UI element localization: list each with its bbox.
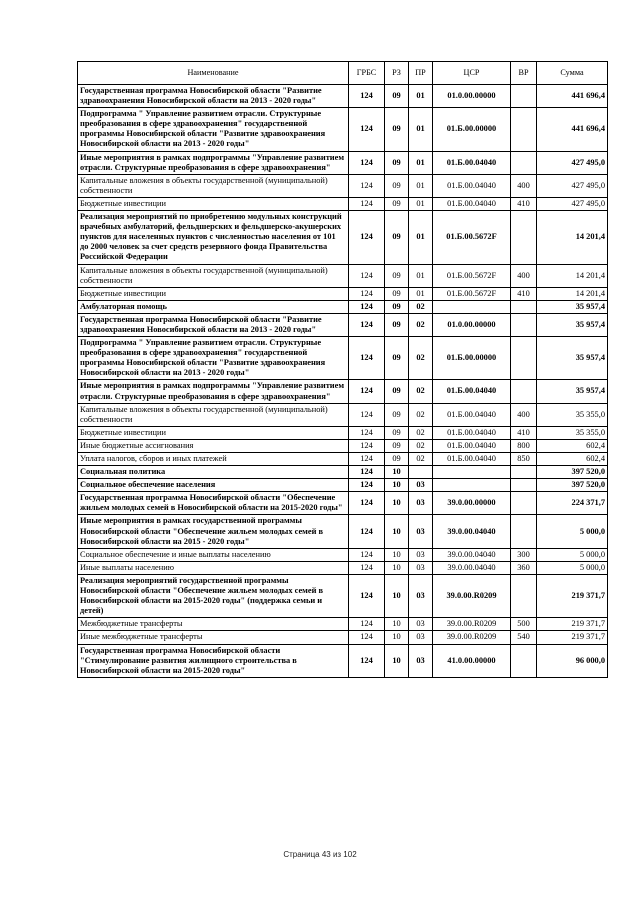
cell-pr: 01 xyxy=(409,211,433,264)
cell-name: Амбулаторная помощь xyxy=(78,300,349,313)
cell-pr: 01 xyxy=(409,287,433,300)
cell-vr xyxy=(511,108,537,151)
cell-rz: 09 xyxy=(385,85,409,108)
cell-pr: 03 xyxy=(409,631,433,644)
cell-name: Государственная программа Новосибирской области "Стимулирование развития жилищного строительства в Новосибирской области на 2015-2020 годы" xyxy=(78,644,349,677)
cell-grbs: 124 xyxy=(349,492,385,515)
cell-csr: 01.Б.00.04040 xyxy=(433,453,511,466)
cell-vr: 410 xyxy=(511,287,537,300)
cell-rz: 09 xyxy=(385,426,409,439)
cell-grbs: 124 xyxy=(349,453,385,466)
cell-sum: 35 957,4 xyxy=(537,380,608,403)
cell-vr: 410 xyxy=(511,426,537,439)
cell-csr: 01.0.00.00000 xyxy=(433,313,511,336)
cell-csr: 01.0.00.00000 xyxy=(433,85,511,108)
cell-pr: 02 xyxy=(409,380,433,403)
cell-vr: 400 xyxy=(511,403,537,426)
table-row xyxy=(78,574,608,617)
table-row xyxy=(78,548,608,561)
cell-vr xyxy=(511,151,537,174)
table-row xyxy=(78,174,608,197)
cell-pr: 01 xyxy=(409,151,433,174)
cell-name: Иные межбюджетные трансферты xyxy=(78,631,349,644)
cell-rz: 09 xyxy=(385,337,409,380)
header-grbs: ГРБС xyxy=(349,62,385,85)
cell-name: Иные мероприятия в рамках государственной программы Новосибирской области "Обеспечение жильем молодых семей в Новосибирской области на 2015 - 2020 годы" xyxy=(78,515,349,548)
cell-sum: 14 201,4 xyxy=(537,264,608,287)
cell-grbs: 124 xyxy=(349,466,385,479)
cell-rz: 10 xyxy=(385,466,409,479)
table-row xyxy=(78,561,608,574)
cell-grbs: 124 xyxy=(349,151,385,174)
table-row xyxy=(78,85,608,108)
cell-sum: 441 696,4 xyxy=(537,85,608,108)
cell-csr xyxy=(433,300,511,313)
cell-pr: 03 xyxy=(409,644,433,677)
cell-grbs: 124 xyxy=(349,631,385,644)
cell-csr xyxy=(433,466,511,479)
cell-rz: 10 xyxy=(385,479,409,492)
cell-sum: 5 000,0 xyxy=(537,561,608,574)
cell-rz: 10 xyxy=(385,631,409,644)
cell-grbs: 124 xyxy=(349,313,385,336)
cell-vr xyxy=(511,574,537,617)
cell-csr: 01.Б.00.04040 xyxy=(433,426,511,439)
cell-csr: 01.Б.00.04040 xyxy=(433,197,511,210)
cell-grbs: 124 xyxy=(349,479,385,492)
table-row xyxy=(78,426,608,439)
cell-rz: 09 xyxy=(385,108,409,151)
cell-vr xyxy=(511,85,537,108)
cell-csr: 39.0.00.R0209 xyxy=(433,618,511,631)
cell-grbs: 124 xyxy=(349,644,385,677)
cell-grbs: 124 xyxy=(349,618,385,631)
cell-sum: 224 371,7 xyxy=(537,492,608,515)
cell-grbs: 124 xyxy=(349,574,385,617)
cell-name: Уплата налогов, сборов и иных платежей xyxy=(78,453,349,466)
cell-name: Подпрограмма " Управление развитием отрасли. Структурные преобразования в сфере здравоохранения" государственной программы Новосибирской области "Развитие здравоохранения Новосибирской области на 2013 - 2020 годы" xyxy=(78,108,349,151)
cell-csr: 01.Б.00.5672F xyxy=(433,211,511,264)
cell-name: Бюджетные инвестиции xyxy=(78,426,349,439)
cell-vr: 500 xyxy=(511,618,537,631)
header-csr: ЦСР xyxy=(433,62,511,85)
cell-rz: 09 xyxy=(385,264,409,287)
cell-grbs: 124 xyxy=(349,403,385,426)
cell-grbs: 124 xyxy=(349,300,385,313)
cell-name: Государственная программа Новосибирской области "Развитие здравоохранения Новосибирской области на 2013 - 2020 годы" xyxy=(78,85,349,108)
cell-csr: 01.Б.00.00000 xyxy=(433,337,511,380)
cell-sum: 35 355,0 xyxy=(537,403,608,426)
cell-csr: 01.Б.00.04040 xyxy=(433,151,511,174)
cell-name: Капитальные вложения в объекты государственной (муниципальной) собственности xyxy=(78,403,349,426)
table-row xyxy=(78,197,608,210)
cell-rz: 09 xyxy=(385,313,409,336)
table-row xyxy=(78,466,608,479)
cell-name: Бюджетные инвестиции xyxy=(78,287,349,300)
cell-csr: 01.Б.00.04040 xyxy=(433,403,511,426)
cell-sum: 397 520,0 xyxy=(537,466,608,479)
cell-name: Социальное обеспечение и иные выплаты населению xyxy=(78,548,349,561)
table-row xyxy=(78,337,608,380)
cell-sum: 35 355,0 xyxy=(537,426,608,439)
cell-grbs: 124 xyxy=(349,85,385,108)
cell-csr: 01.Б.00.00000 xyxy=(433,108,511,151)
cell-sum: 427 495,0 xyxy=(537,174,608,197)
cell-pr: 03 xyxy=(409,548,433,561)
budget-table xyxy=(77,61,608,678)
cell-pr: 03 xyxy=(409,479,433,492)
cell-vr: 400 xyxy=(511,264,537,287)
cell-grbs: 124 xyxy=(349,264,385,287)
cell-grbs: 124 xyxy=(349,287,385,300)
table-row xyxy=(78,492,608,515)
cell-grbs: 124 xyxy=(349,197,385,210)
cell-vr xyxy=(511,492,537,515)
cell-csr: 39.0.00.00000 xyxy=(433,492,511,515)
table-header-row xyxy=(78,62,608,85)
cell-vr: 800 xyxy=(511,439,537,452)
page-number: Страница 43 из 102 xyxy=(283,850,357,859)
header-sum: Сумма xyxy=(537,62,608,85)
cell-pr: 01 xyxy=(409,85,433,108)
cell-pr: 01 xyxy=(409,197,433,210)
cell-sum: 35 957,4 xyxy=(537,337,608,380)
cell-pr: 02 xyxy=(409,439,433,452)
cell-name: Государственная программа Новосибирской области "Обеспечение жильем молодых семей в Новосибирской области на 2015-2020 годы" xyxy=(78,492,349,515)
cell-pr: 02 xyxy=(409,337,433,380)
cell-sum: 441 696,4 xyxy=(537,108,608,151)
table-row xyxy=(78,618,608,631)
header-rz: РЗ xyxy=(385,62,409,85)
cell-vr: 400 xyxy=(511,174,537,197)
cell-vr xyxy=(511,300,537,313)
table-row xyxy=(78,151,608,174)
cell-sum: 5 000,0 xyxy=(537,548,608,561)
cell-grbs: 124 xyxy=(349,174,385,197)
table-row xyxy=(78,631,608,644)
cell-vr: 850 xyxy=(511,453,537,466)
cell-grbs: 124 xyxy=(349,439,385,452)
table-row xyxy=(78,300,608,313)
cell-vr xyxy=(511,211,537,264)
cell-vr: 410 xyxy=(511,197,537,210)
cell-rz: 09 xyxy=(385,174,409,197)
cell-pr: 01 xyxy=(409,108,433,151)
cell-pr: 02 xyxy=(409,426,433,439)
cell-name: Реализация мероприятий государственной программы Новосибирской области "Обеспечение жильем молодых семей в Новосибирской области на 2015-2020 годы" (поддержка семьи и детей) xyxy=(78,574,349,617)
cell-sum: 96 000,0 xyxy=(537,644,608,677)
cell-csr: 01.Б.00.5672F xyxy=(433,264,511,287)
cell-csr: 39.0.00.04040 xyxy=(433,548,511,561)
table-row xyxy=(78,453,608,466)
cell-name: Капитальные вложения в объекты государственной (муниципальной) собственности xyxy=(78,264,349,287)
header-pr: ПР xyxy=(409,62,433,85)
table-row xyxy=(78,403,608,426)
cell-pr: 02 xyxy=(409,313,433,336)
cell-name: Реализация мероприятий по приобретению модульных конструкций врачебных амбулаторий, фельдшерских и фельдшерско-акушерских пунктов для населенных пунктов с численностью населения от 101 до 2000 человек за счет средств резервного фонда Правительства Российской Федерации xyxy=(78,211,349,264)
cell-name: Подпрограмма " Управление развитием отрасли. Структурные преобразования в сфере здравоохранения" государственной программы Новосибирской области "Развитие здравоохранения Новосибирской области на 2013 - 2020 годы" xyxy=(78,337,349,380)
cell-rz: 09 xyxy=(385,151,409,174)
cell-vr xyxy=(511,515,537,548)
cell-grbs: 124 xyxy=(349,515,385,548)
cell-rz: 09 xyxy=(385,197,409,210)
cell-pr: 03 xyxy=(409,515,433,548)
cell-name: Иные мероприятия в рамках подпрограммы "Управление развитием отрасли. Структурные преобразования в сфере здравоохранения" xyxy=(78,380,349,403)
cell-vr xyxy=(511,644,537,677)
cell-pr: 03 xyxy=(409,561,433,574)
table-row xyxy=(78,287,608,300)
cell-csr: 39.0.00.R0209 xyxy=(433,574,511,617)
cell-name: Социальное обеспечение населения xyxy=(78,479,349,492)
cell-csr: 39.0.00.R0209 xyxy=(433,631,511,644)
table-row xyxy=(78,479,608,492)
cell-pr: 01 xyxy=(409,174,433,197)
cell-grbs: 124 xyxy=(349,561,385,574)
header-vr: ВР xyxy=(511,62,537,85)
cell-sum: 35 957,4 xyxy=(537,300,608,313)
table-row xyxy=(78,644,608,677)
cell-name: Межбюджетные трансферты xyxy=(78,618,349,631)
cell-name: Иные выплаты населению xyxy=(78,561,349,574)
cell-grbs: 124 xyxy=(349,380,385,403)
cell-vr: 360 xyxy=(511,561,537,574)
cell-rz: 10 xyxy=(385,561,409,574)
cell-pr: 02 xyxy=(409,453,433,466)
cell-grbs: 124 xyxy=(349,108,385,151)
cell-pr: 03 xyxy=(409,492,433,515)
cell-vr: 300 xyxy=(511,548,537,561)
cell-vr xyxy=(511,380,537,403)
cell-sum: 397 520,0 xyxy=(537,479,608,492)
cell-pr: 02 xyxy=(409,300,433,313)
cell-rz: 10 xyxy=(385,492,409,515)
cell-csr: 01.Б.00.5672F xyxy=(433,287,511,300)
cell-sum: 602,4 xyxy=(537,453,608,466)
cell-sum: 5 000,0 xyxy=(537,515,608,548)
cell-grbs: 124 xyxy=(349,548,385,561)
cell-sum: 219 371,7 xyxy=(537,631,608,644)
cell-sum: 427 495,0 xyxy=(537,151,608,174)
cell-pr: 01 xyxy=(409,264,433,287)
cell-sum: 35 957,4 xyxy=(537,313,608,336)
document-page xyxy=(77,61,607,678)
cell-sum: 427 495,0 xyxy=(537,197,608,210)
cell-rz: 09 xyxy=(385,439,409,452)
cell-name: Государственная программа Новосибирской области "Развитие здравоохранения Новосибирской области на 2013 - 2020 годы" xyxy=(78,313,349,336)
cell-sum: 219 371,7 xyxy=(537,574,608,617)
cell-csr: 41.0.00.00000 xyxy=(433,644,511,677)
table-row xyxy=(78,380,608,403)
cell-rz: 09 xyxy=(385,300,409,313)
cell-name: Иные мероприятия в рамках подпрограммы "Управление развитием отрасли. Структурные преобразования в сфере здравоохранения" xyxy=(78,151,349,174)
cell-rz: 10 xyxy=(385,618,409,631)
cell-name: Капитальные вложения в объекты государственной (муниципальной) собственности xyxy=(78,174,349,197)
table-row xyxy=(78,108,608,151)
cell-rz: 09 xyxy=(385,287,409,300)
table-row xyxy=(78,515,608,548)
cell-grbs: 124 xyxy=(349,211,385,264)
cell-name: Иные бюджетные ассигнования xyxy=(78,439,349,452)
cell-vr xyxy=(511,313,537,336)
cell-vr xyxy=(511,337,537,380)
cell-pr: 03 xyxy=(409,574,433,617)
cell-vr: 540 xyxy=(511,631,537,644)
cell-rz: 10 xyxy=(385,548,409,561)
cell-rz: 09 xyxy=(385,211,409,264)
cell-grbs: 124 xyxy=(349,426,385,439)
cell-pr: 03 xyxy=(409,618,433,631)
cell-name: Бюджетные инвестиции xyxy=(78,197,349,210)
header-name: Наименование xyxy=(78,62,349,85)
cell-sum: 219 371,7 xyxy=(537,618,608,631)
cell-sum: 14 201,4 xyxy=(537,287,608,300)
cell-sum: 14 201,4 xyxy=(537,211,608,264)
cell-csr: 01.Б.00.04040 xyxy=(433,380,511,403)
cell-csr xyxy=(433,479,511,492)
cell-vr xyxy=(511,479,537,492)
cell-pr xyxy=(409,466,433,479)
cell-rz: 09 xyxy=(385,380,409,403)
cell-vr xyxy=(511,466,537,479)
cell-rz: 09 xyxy=(385,453,409,466)
table-row xyxy=(78,264,608,287)
cell-csr: 01.Б.00.04040 xyxy=(433,174,511,197)
cell-rz: 10 xyxy=(385,644,409,677)
table-row xyxy=(78,439,608,452)
cell-grbs: 124 xyxy=(349,337,385,380)
cell-csr: 01.Б.00.04040 xyxy=(433,439,511,452)
cell-csr: 39.0.00.04040 xyxy=(433,561,511,574)
table-row xyxy=(78,211,608,264)
cell-rz: 10 xyxy=(385,515,409,548)
cell-pr: 02 xyxy=(409,403,433,426)
cell-name: Социальная политика xyxy=(78,466,349,479)
cell-sum: 602,4 xyxy=(537,439,608,452)
table-row xyxy=(78,313,608,336)
cell-rz: 09 xyxy=(385,403,409,426)
cell-csr: 39.0.00.04040 xyxy=(433,515,511,548)
cell-rz: 10 xyxy=(385,574,409,617)
